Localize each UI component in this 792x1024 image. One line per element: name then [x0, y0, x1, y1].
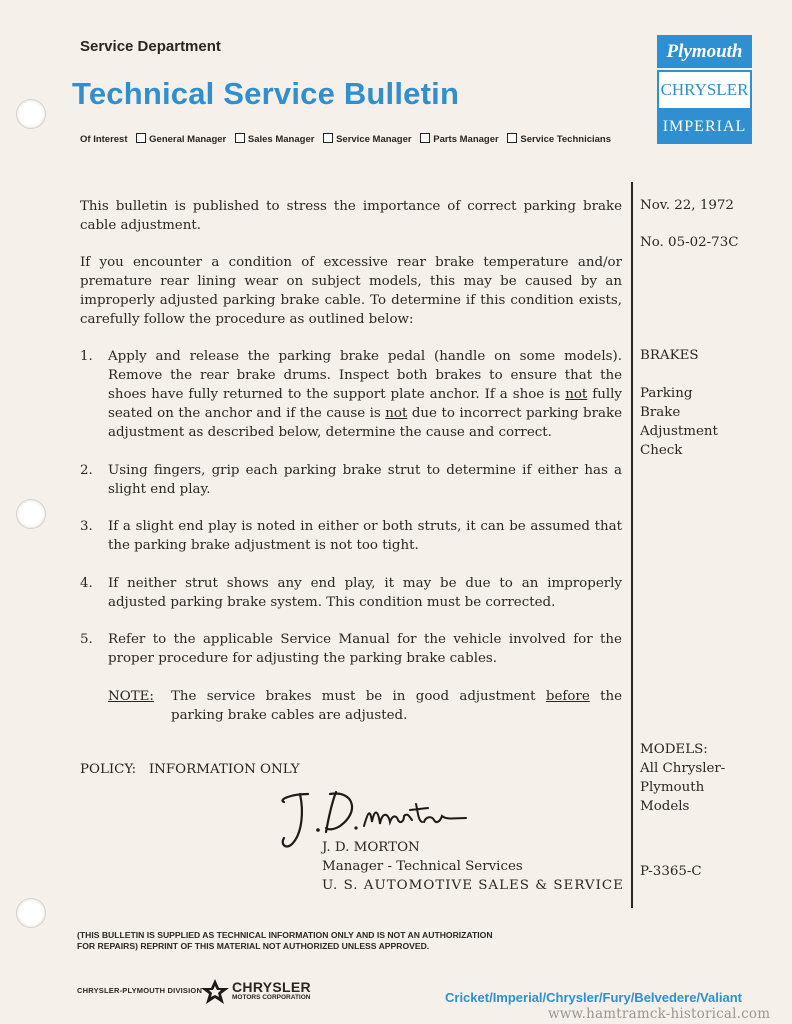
step-text: [108, 347, 622, 442]
page-title: Technical Service Bulletin: [72, 76, 460, 111]
form-number: P-3365-C: [640, 864, 702, 879]
procedure-step-2: [80, 461, 622, 499]
note-text: [171, 687, 622, 725]
checkbox-general-manager[interactable]: [136, 133, 146, 143]
policy-line: POLICY: INFORMATION ONLY: [80, 762, 300, 777]
of-interest-label: Of Interest: [80, 134, 128, 145]
note-text-part: the parking brake cables are adjusted.: [171, 689, 623, 723]
step-number: 3.: [80, 519, 93, 534]
disclaimer: [77, 930, 493, 952]
subject-line: Parking: [640, 386, 693, 401]
step-text-part: due to incorrect parking brake adjustment as described below, determine the cause and correct.: [108, 406, 622, 440]
models-label: MODELS:: [640, 742, 708, 757]
chrysler-logo: CHRYSLER: [657, 70, 752, 110]
checkbox-label-parts-manager: Parts Manager: [433, 134, 499, 145]
chrysler-corp-logo: [232, 980, 311, 1002]
website-watermark: www.hamtramck-historical.com: [548, 1006, 771, 1022]
chrysler-corp-word: CHRYSLER: [232, 979, 311, 995]
step-text: Using fingers, grip each parking brake strut to determine if either has a slight end play.: [108, 463, 622, 497]
imperial-logo: IMPERIAL: [657, 110, 752, 144]
emphasis-before: before: [545, 689, 590, 704]
step-number: 2.: [80, 463, 93, 478]
models-block: [640, 740, 725, 816]
note-block: [108, 687, 622, 725]
disclaimer-line: (THIS BULLETIN IS SUPPLIED AS TECHNICAL INFORMATION ONLY AND IS NOT AN AUTHORIZATION: [77, 930, 493, 940]
models-line: Models: [640, 799, 690, 814]
procedure-step-5: [80, 630, 622, 668]
bulletin-subject: [640, 384, 718, 460]
signer-block: [322, 838, 624, 895]
disclaimer-line: FOR REPAIRS) REPRINT OF THIS MATERIAL NOT AUTHORIZED UNLESS APPROVED.: [77, 941, 430, 951]
pentastar-icon: [200, 978, 230, 1006]
chrysler-corp-sub: MOTORS CORPORATION: [232, 994, 311, 1001]
signer-org: U. S. AUTOMOTIVE SALES & SERVICE: [322, 878, 624, 893]
subject-line: Adjustment: [640, 424, 718, 439]
step-text: If a slight end play is noted in either or both struts, it can be assumed that the parking brake adjustment is not too tight.: [108, 519, 622, 553]
binder-hole-bottom: [16, 898, 46, 928]
procedure-step-4: [80, 574, 622, 612]
checkbox-label-general-manager: General Manager: [149, 134, 227, 145]
note-text-part: The service brakes must be in good adjustment: [171, 689, 546, 704]
bulletin-category: BRAKES: [640, 348, 699, 363]
binder-hole-top: [16, 99, 46, 129]
procedure-step-1: [80, 347, 622, 442]
plymouth-logo: Plymouth: [657, 35, 752, 68]
step-number: 1.: [80, 349, 93, 364]
step-text: Refer to the applicable Service Manual for the vehicle involved for the proper procedure for adjusting the parking brake cables.: [108, 632, 622, 666]
bulletin-number: No. 05-02-73C: [640, 235, 739, 250]
models-line: All Chrysler-: [640, 761, 726, 776]
step-text: If neither strut shows any end play, it may be due to an improperly adjusted parking brake system. This condition must be corrected.: [108, 576, 622, 610]
checkbox-service-manager[interactable]: [323, 133, 333, 143]
step-number: 5.: [80, 632, 93, 647]
signer-name: J. D. MORTON: [322, 840, 420, 855]
checkbox-label-service-manager: Service Manager: [336, 134, 412, 145]
division-label: CHRYSLER-PLYMOUTH DIVISION: [77, 986, 203, 995]
checkbox-service-technicians[interactable]: [507, 133, 517, 143]
emphasis-not: not: [565, 387, 588, 402]
checkbox-label-sales-manager: Sales Manager: [247, 134, 315, 145]
note-label: NOTE:: [108, 689, 154, 704]
checkbox-parts-manager[interactable]: [420, 133, 430, 143]
binder-hole-middle: [16, 499, 46, 529]
step-text-part: fully seated on the anchor and if the cause is: [108, 387, 622, 421]
step-number: 4.: [80, 576, 93, 591]
procedure-step-3: [80, 517, 622, 555]
checkbox-label-service-technicians: Service Technicians: [520, 134, 612, 145]
signer-title: Manager - Technical Services: [322, 859, 523, 874]
of-interest-row: [80, 133, 611, 145]
car-lines: Cricket/Imperial/Chrysler/Fury/Belvedere/Valiant: [445, 990, 742, 1005]
step-text-part: Apply and release the parking brake pedal (handle on some models). Remove the rear brake drums. Inspect both brakes to ensure that the shoes have fully returned to the support plate anchor. If a shoe is: [108, 349, 622, 402]
intro-paragraph: This bulletin is published to stress the importance of correct parking brake cable adjustment.: [80, 199, 622, 233]
bulletin-date: Nov. 22, 1972: [640, 198, 734, 213]
subject-line: Brake: [640, 405, 681, 420]
intro-paragraph: If you encounter a condition of excessive rear brake temperature and/or premature rear lining wear on subject models, this may be caused by an improperly adjusted parking brake cable. To determine if this condition exists, carefully follow the procedure as outlined below:: [80, 255, 622, 327]
sidebar-divider: [631, 182, 633, 908]
checkbox-sales-manager[interactable]: [235, 133, 245, 143]
department-label: Service Department: [80, 38, 221, 55]
subject-line: Check: [640, 443, 683, 458]
emphasis-not: not: [385, 406, 408, 421]
models-line: Plymouth: [640, 780, 705, 795]
